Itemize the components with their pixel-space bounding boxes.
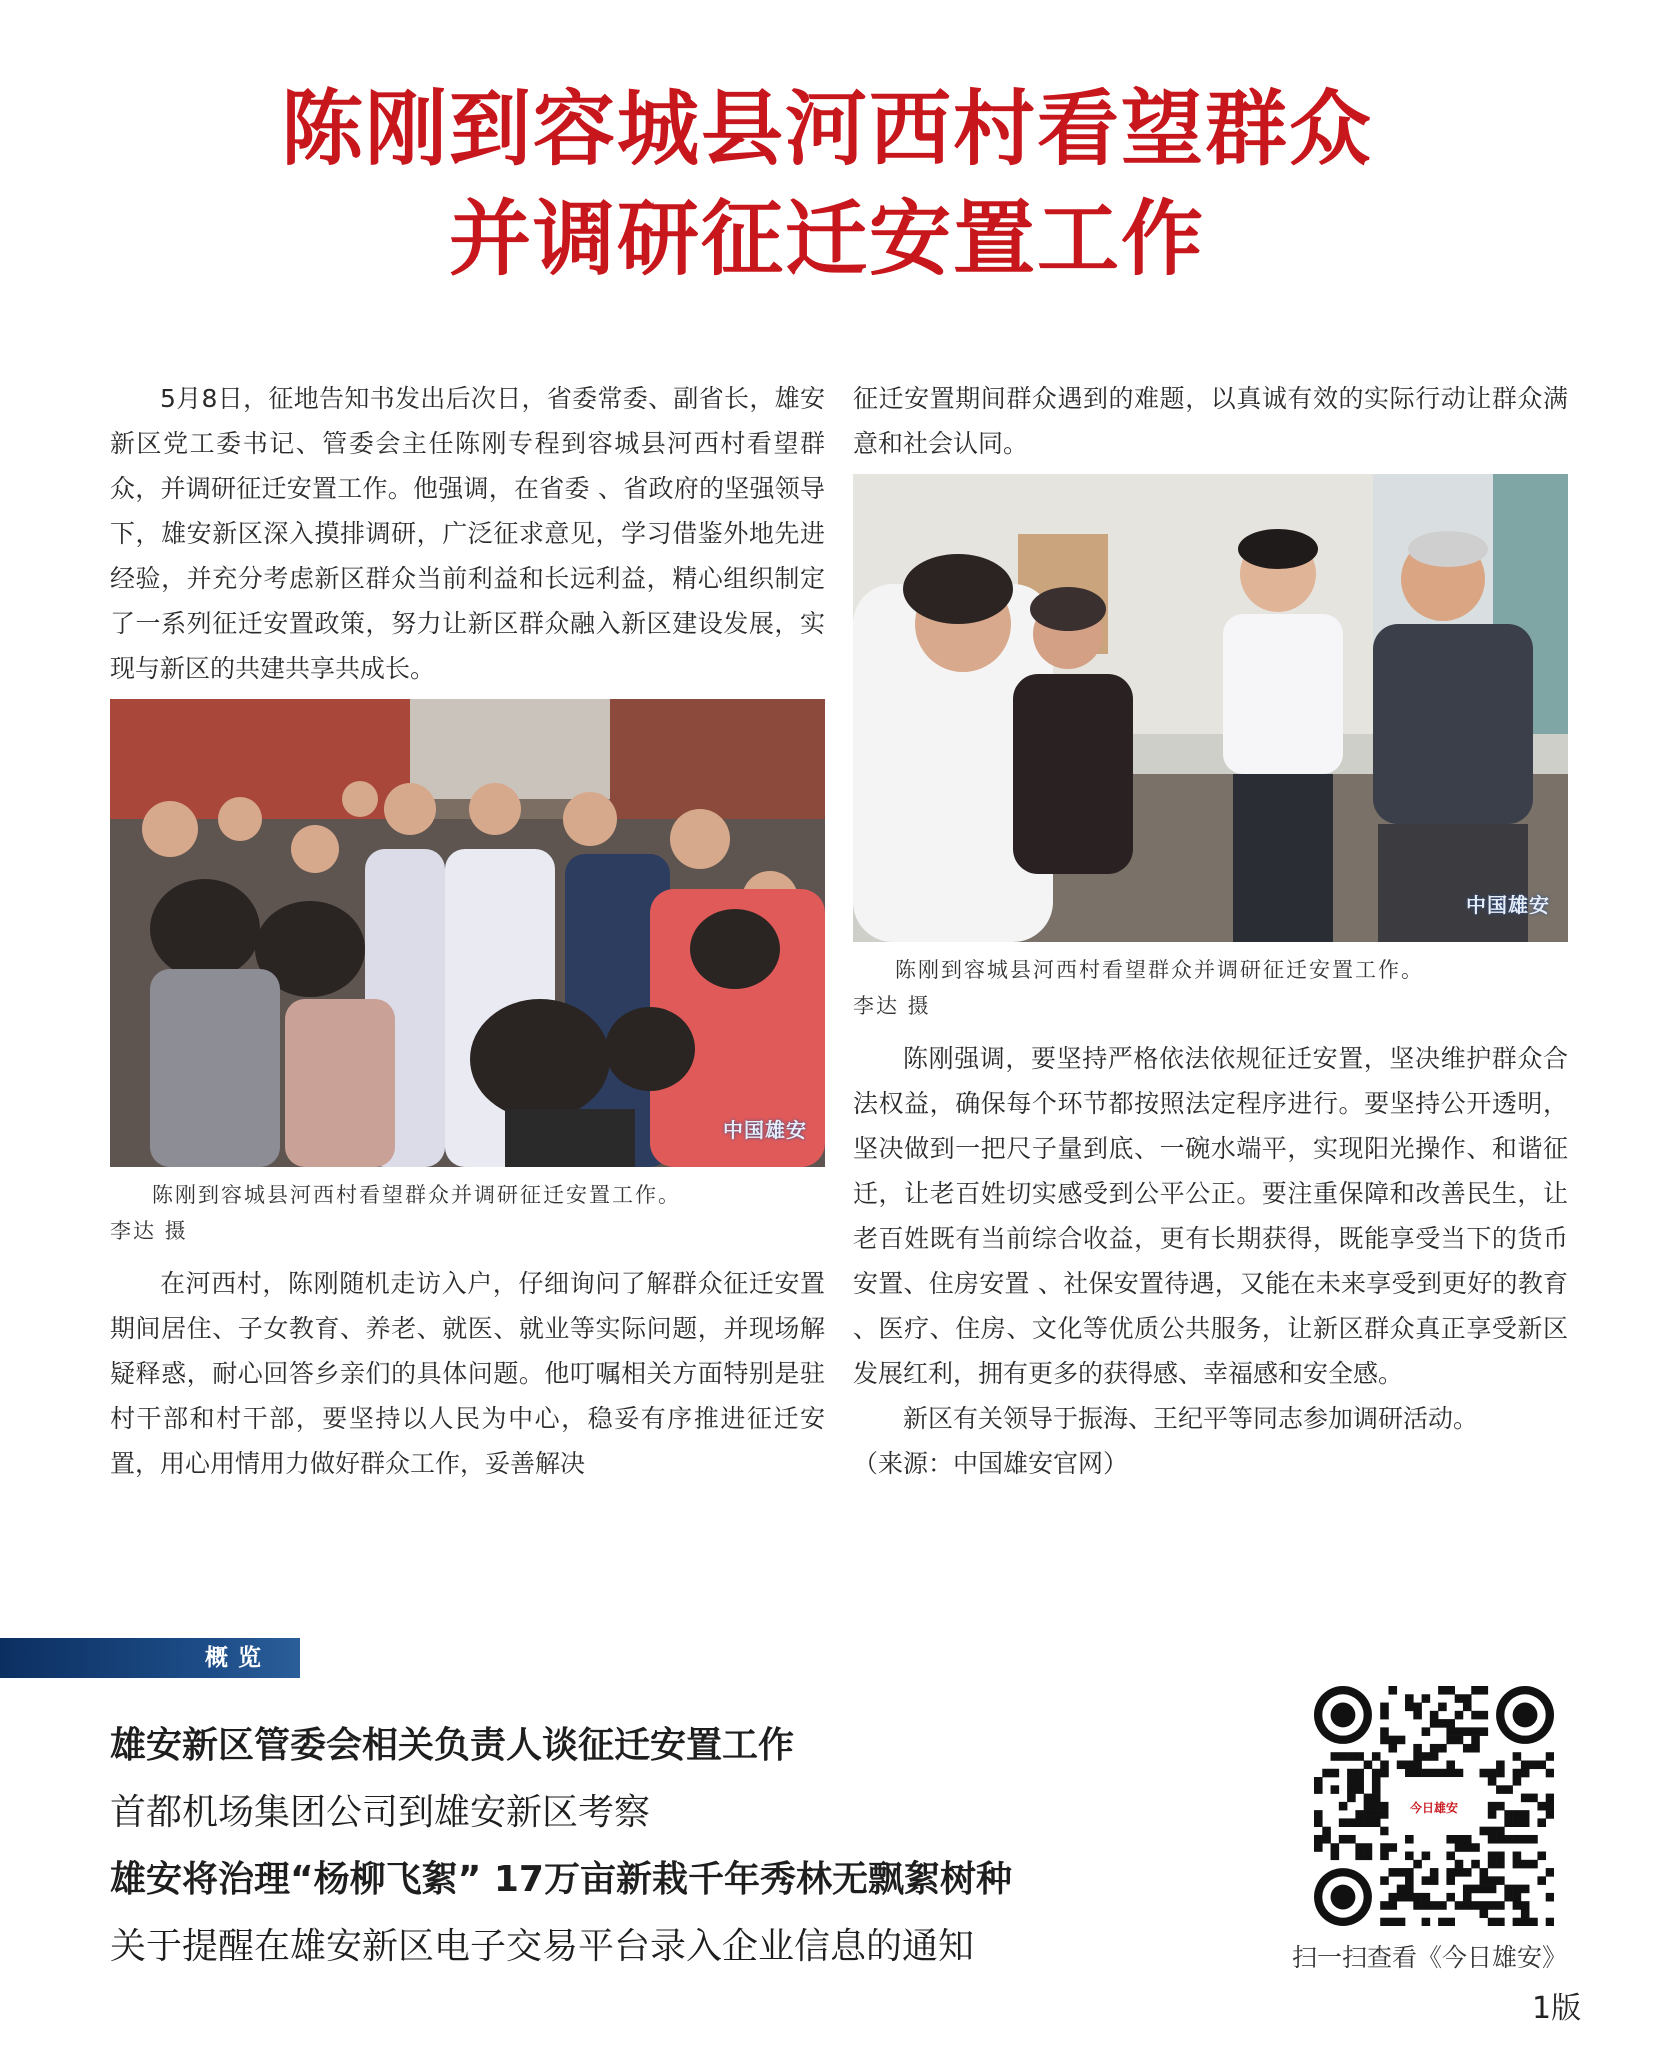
photo-crowd-caption-text: 陈刚到容城县河西村看望群众并调研征迁安置工作。 [152, 1183, 681, 1207]
photo-home-visit-image [853, 474, 1568, 942]
photo-crowd-credit: 李达 摄 [110, 1219, 188, 1243]
headline-line-2: 并调研征迁安置工作 [448, 191, 1205, 287]
photo-crowd-image [110, 699, 825, 1167]
qr-code[interactable] [1314, 1686, 1554, 1926]
overview-item-2[interactable]: 首都机场集团公司到雄安新区考察 [110, 1792, 651, 1833]
article-paragraph-3: 陈刚强调，要坚持严格依法依规征迁安置，坚决维护群众合法权益，确保每个环节都按照法定程序进行。要坚持公开透明，坚决做到一把尺子量到底、一碗水端平，实现阳光操作、和谐征迁，让老百姓切实感受到公平公正。要注重保障和改善民生，让老百姓既有当前综合收益，更有长期获得，既能享受当下的货币安置、住房安置 、社保安置待遇，又能在未来享受到更好的教育 、医疗、住房、文化等优质公共服务，让新区群众真正享受新区发展红利，拥有更多的获得感、幸福感和安全感。 [853, 1044, 1568, 1388]
photo-home-visit-watermark: 中国雄安 [1466, 893, 1550, 917]
page-number: 1版 [1532, 1991, 1582, 2026]
photo-home-visit-caption [853, 952, 1568, 1024]
article-right-column [853, 376, 1568, 1486]
photo-crowd-watermark: 中国雄安 [723, 1118, 807, 1142]
photo-home-visit [853, 474, 1568, 942]
article-paragraph-4: 新区有关领导于振海、王纪平等同志参加调研活动。 [903, 1404, 1479, 1433]
article-paragraph-2-continued: 征迁安置期间群众遇到的难题，以真诚有效的实际行动让群众满意和社会认同。 [853, 384, 1568, 458]
qr-center-label: 今日雄安 [1409, 1800, 1459, 1815]
qr-caption: 扫一扫查看《今日雄安》 [1292, 1943, 1568, 1972]
qr-code-image [1314, 1686, 1554, 1926]
overview-item-1[interactable]: 雄安新区管委会相关负责人谈征迁安置工作 [110, 1725, 795, 1766]
headline-line-1: 陈刚到容城县河西村看望群众 [280, 81, 1373, 177]
overview-item-4[interactable]: 关于提醒在雄安新区电子交易平台录入企业信息的通知 [110, 1926, 975, 1967]
photo-crowd [110, 699, 825, 1167]
article-source: （来源：中国雄安官网） [853, 1449, 1129, 1478]
overview-list [110, 1712, 1160, 1980]
photo-home-visit-caption-text: 陈刚到容城县河西村看望群众并调研征迁安置工作。 [895, 958, 1424, 982]
photo-crowd-caption [110, 1177, 825, 1249]
overview-label: 概览 [205, 1645, 271, 1671]
article-left-column [110, 376, 825, 1486]
photo-home-visit-credit: 李达 摄 [853, 994, 931, 1018]
article-paragraph-2: 在河西村，陈刚随机走访入户，仔细询问了解群众征迁安置期间居住、子女教育、养老、就医、就业等实际问题，并现场解疑释惑，耐心回答乡亲们的具体问题。他叮嘱相关方面特别是驻村干部和村干部，要坚持以人民为中心，稳妥有序推进征迁安置，用心用情用力做好群众工作，妥善解决 [110, 1269, 825, 1478]
overview-item-3[interactable]: 雄安将治理“杨柳飞絮” 17万亩新栽千年秀林无飘絮树种 [110, 1859, 1012, 1900]
article-paragraph-1: 5月8日，征地告知书发出后次日，省委常委、副省长，雄安新区党工委书记、管委会主任陈刚专程到容城县河西村看望群众，并调研征迁安置工作。他强调，在省委 、省政府的坚强领导下，雄安新区深入摸排调研，广泛征求意见，学习借鉴外地先进经验，并充分考虑新区群众当前利益和长远利益，精心组织制定了一系列征迁安置政策，努力让新区群众融入新区建设发展，实现与新区的共建共享共成长。 [110, 384, 825, 683]
